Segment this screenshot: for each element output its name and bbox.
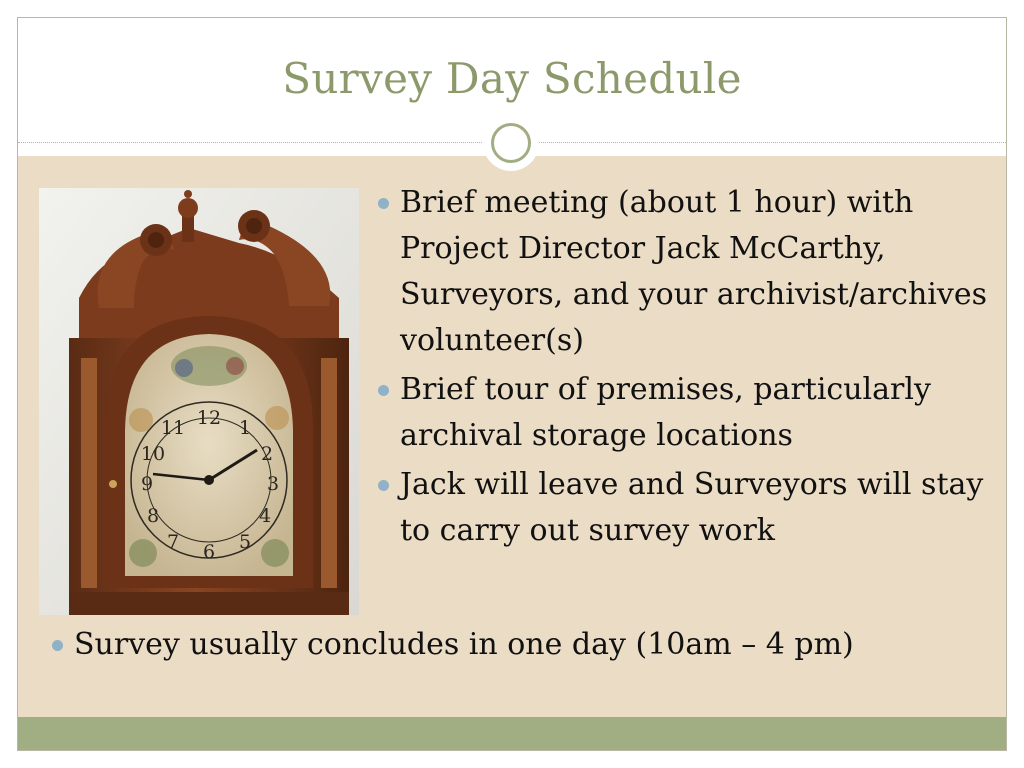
slide	[17, 17, 1007, 751]
bullet-icon	[378, 480, 389, 491]
circle-ornament-icon	[483, 115, 539, 171]
bullet-list	[373, 180, 1003, 557]
svg-text:8: 8	[146, 505, 160, 527]
bullet-icon	[378, 198, 389, 209]
svg-text:2: 2	[260, 443, 274, 465]
svg-text:7: 7	[166, 531, 180, 553]
svg-text:6: 6	[202, 541, 216, 563]
svg-text:3: 3	[266, 473, 280, 495]
list-item	[373, 180, 1003, 364]
list-item	[47, 622, 1007, 668]
conclusion-list	[47, 622, 1007, 668]
bullet-icon	[378, 385, 389, 396]
svg-text:10: 10	[140, 443, 166, 465]
conclusion-text: Survey usually concludes in one day (10am – 4 pm)	[74, 627, 854, 662]
list-item	[373, 367, 1003, 459]
clock-photo	[39, 188, 359, 615]
footer-band	[18, 717, 1006, 750]
bullet-text: Brief meeting (about 1 hour) with Project Director Jack McCarthy, Surveyors, and your archivist/archives volunteer(s)	[400, 185, 987, 358]
bullet-icon	[52, 640, 63, 651]
svg-text:9: 9	[140, 473, 154, 495]
svg-text:12: 12	[196, 407, 222, 429]
svg-text:1: 1	[238, 417, 252, 439]
bullet-text: Jack will leave and Surveyors will stay to carry out survey work	[400, 467, 984, 548]
bullet-text: Brief tour of premises, particularly archival storage locations	[400, 372, 931, 453]
list-item	[373, 462, 1003, 554]
slide-title: Survey Day Schedule	[282, 54, 742, 103]
svg-text:11: 11	[160, 417, 186, 439]
svg-text:5: 5	[238, 531, 252, 553]
svg-text:4: 4	[258, 505, 272, 527]
